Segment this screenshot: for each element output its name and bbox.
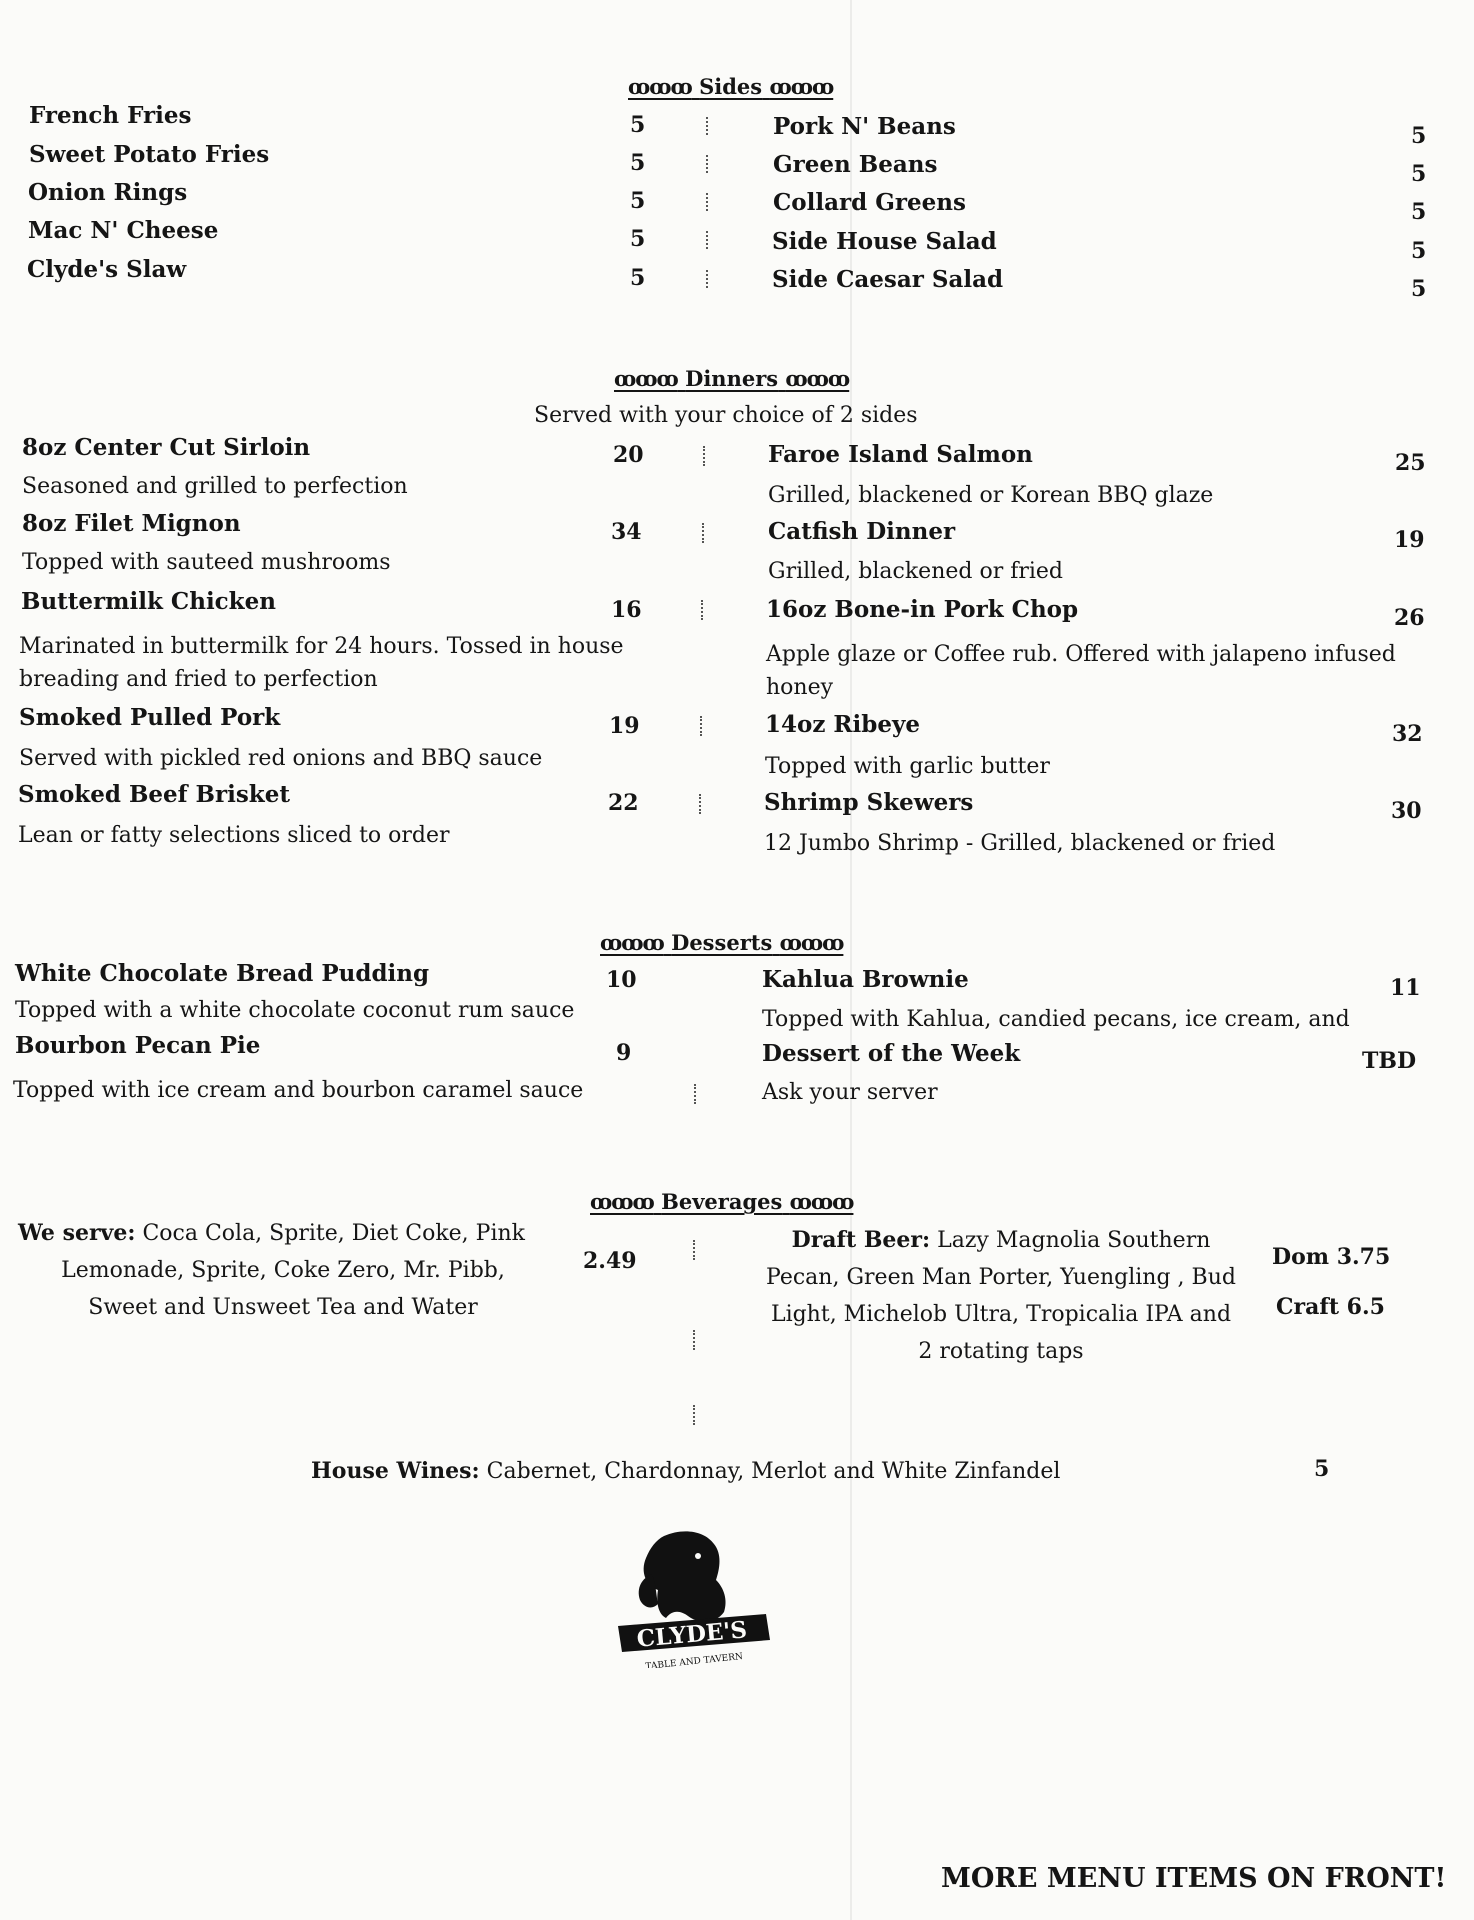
dotted-separator xyxy=(699,794,705,814)
draft-beer-line: Pecan, Green Man Porter, Yuengling , Bud xyxy=(766,1265,1236,1290)
dessert-item-name: White Chocolate Bread Pudding xyxy=(15,960,430,987)
dinner-item-price: 20 xyxy=(613,442,644,468)
svg-text:CLYDE'S: CLYDE'S xyxy=(635,1616,749,1653)
dessert-item-name: Kahlua Brownie xyxy=(762,966,969,993)
soft-drinks-label: We serve: xyxy=(18,1220,136,1246)
draft-beer-label: Draft Beer: xyxy=(791,1227,931,1253)
dinner-item-desc: Grilled, blackened or fried xyxy=(768,559,1064,584)
dinner-item-desc: Served with pickled red onions and BBQ sauce xyxy=(19,746,543,771)
house-wines-price: 5 xyxy=(1314,1456,1330,1482)
house-wines xyxy=(311,1453,1060,1490)
side-item-price: 5 xyxy=(630,265,646,291)
dinners-heading: ꝏꝏꝏ Dinners ꝏꝏꝏ xyxy=(614,366,850,391)
dotted-separator xyxy=(701,600,707,620)
draft-beer-list xyxy=(756,1222,1246,1370)
dinners-subtitle: Served with your choice of 2 sides xyxy=(534,403,918,428)
dinner-item-desc: Topped with garlic butter xyxy=(765,754,1050,779)
soft-drinks-list xyxy=(18,1215,548,1326)
side-item-price: 5 xyxy=(1411,123,1427,149)
dinner-item-name: Catfish Dinner xyxy=(768,518,956,545)
dotted-separator xyxy=(700,716,706,736)
dessert-item-price: 11 xyxy=(1390,975,1421,1001)
dinner-item-price: 25 xyxy=(1395,450,1426,476)
dessert-item-price: 10 xyxy=(606,967,637,993)
dessert-item-price: TBD xyxy=(1362,1048,1417,1074)
dessert-item-desc: Topped with Kahlua, candied pecans, ice cream, and xyxy=(762,1007,1350,1032)
dinner-item-price: 26 xyxy=(1394,605,1425,631)
dotted-separator xyxy=(706,193,712,211)
dessert-item-name: Bourbon Pecan Pie xyxy=(15,1032,261,1059)
side-item-name: Clyde's Slaw xyxy=(27,256,187,283)
side-item-name: Pork N' Beans xyxy=(773,113,956,140)
dessert-item-name: Dessert of the Week xyxy=(762,1040,1021,1067)
dotted-separator xyxy=(703,446,709,466)
side-item-name: Mac N' Cheese xyxy=(28,217,219,244)
soft-drinks-line: Lemonade, Sprite, Coke Zero, Mr. Pibb, xyxy=(61,1258,505,1283)
dinner-item-desc: Marinated in buttermilk for 24 hours. Tossed in house breading and fried to perfection xyxy=(19,634,624,692)
dotted-separator xyxy=(706,231,712,249)
side-item-price: 5 xyxy=(1411,238,1427,264)
dinner-item-name: 8oz Center Cut Sirloin xyxy=(22,434,311,461)
dotted-separator xyxy=(702,523,708,543)
dinner-item-name: Shrimp Skewers xyxy=(764,789,974,816)
soft-drinks-line: Sweet and Unsweet Tea and Water xyxy=(88,1295,478,1320)
dinner-item-price: 34 xyxy=(611,519,642,545)
dotted-separator xyxy=(693,1405,699,1425)
house-wines-text: Cabernet, Chardonnay, Merlot and White Zinfandel xyxy=(479,1459,1061,1484)
dinner-item-name: Smoked Pulled Pork xyxy=(19,704,281,731)
dinner-item-name: Smoked Beef Brisket xyxy=(18,781,290,808)
desserts-heading: ꝏꝏꝏ Desserts ꝏꝏꝏ xyxy=(600,930,844,955)
dog-silhouette-icon xyxy=(612,1528,772,1668)
dinner-item-price: 19 xyxy=(1394,527,1425,553)
dinner-item-desc: Apple glaze or Coffee rub. Offered with jalapeno infused honey xyxy=(766,642,1396,700)
footer-note: MORE MENU ITEMS ON FRONT! xyxy=(941,1863,1447,1894)
sides-heading: ꝏꝏꝏ Sides ꝏꝏꝏ xyxy=(628,74,834,99)
draft-beer-line: Lazy Magnolia Southern xyxy=(930,1228,1211,1253)
draft-beer-price-craft: Craft 6.5 xyxy=(1276,1294,1385,1320)
side-item-name: Side Caesar Salad xyxy=(772,266,1004,293)
house-wines-label: House Wines: xyxy=(311,1458,480,1484)
dotted-separator xyxy=(693,1240,699,1260)
side-item-name: Sweet Potato Fries xyxy=(29,141,270,168)
dotted-separator xyxy=(706,117,712,135)
dotted-separator xyxy=(706,270,712,288)
side-item-name: Collard Greens xyxy=(773,189,966,216)
svg-text:TABLE AND TAVERN: TABLE AND TAVERN xyxy=(645,1651,744,1668)
side-item-price: 5 xyxy=(630,226,646,252)
dotted-separator xyxy=(706,155,712,173)
draft-beer-line: 2 rotating taps xyxy=(918,1339,1084,1364)
dessert-item-desc: Ask your server xyxy=(762,1080,938,1105)
side-item-name: Green Beans xyxy=(773,151,938,178)
dotted-separator xyxy=(694,1084,700,1104)
dessert-item-desc: Topped with ice cream and bourbon caramel sauce xyxy=(13,1078,584,1103)
dinner-item-price: 32 xyxy=(1392,721,1423,747)
dinner-item-price: 16 xyxy=(611,597,642,623)
dessert-item-desc: Topped with a white chocolate coconut rum sauce xyxy=(15,998,575,1023)
draft-beer-price-domestic: Dom 3.75 xyxy=(1272,1244,1391,1270)
side-item-name: Side House Salad xyxy=(772,228,997,255)
dessert-item-price: 9 xyxy=(616,1040,632,1066)
soft-drinks-price: 2.49 xyxy=(583,1248,637,1274)
dinner-item-desc: 12 Jumbo Shrimp - Grilled, blackened or fried xyxy=(764,831,1276,856)
side-item-price: 5 xyxy=(1411,161,1427,187)
clydes-logo xyxy=(612,1528,772,1668)
soft-drinks-line: Coca Cola, Sprite, Diet Coke, Pink xyxy=(135,1221,526,1246)
dinner-item-name: Faroe Island Salmon xyxy=(768,441,1033,468)
dinner-item-desc: Seasoned and grilled to perfection xyxy=(22,474,408,499)
side-item-price: 5 xyxy=(630,188,646,214)
dinner-item-desc: Grilled, blackened or Korean BBQ glaze xyxy=(768,483,1214,508)
dinner-item-price: 19 xyxy=(609,713,640,739)
dinner-item-desc: Lean or fatty selections sliced to order xyxy=(18,823,450,848)
dinner-item-name: 16oz Bone-in Pork Chop xyxy=(766,596,1079,623)
dotted-separator xyxy=(693,1330,699,1350)
dinner-item-name: 14oz Ribeye xyxy=(765,711,920,738)
side-item-name: Onion Rings xyxy=(28,179,188,206)
side-item-price: 5 xyxy=(1411,199,1427,225)
side-item-name: French Fries xyxy=(29,102,192,129)
dinner-item-desc: Topped with sauteed mushrooms xyxy=(22,550,391,575)
side-item-price: 5 xyxy=(630,150,646,176)
dinner-item-price: 30 xyxy=(1391,798,1422,824)
side-item-price: 5 xyxy=(630,112,646,138)
dinner-item-name: 8oz Filet Mignon xyxy=(22,510,241,537)
beverages-heading: ꝏꝏꝏ Beverages ꝏꝏꝏ xyxy=(590,1189,854,1214)
draft-beer-line: Light, Michelob Ultra, Tropicalia IPA and xyxy=(770,1302,1232,1327)
dinner-item-name: Buttermilk Chicken xyxy=(21,588,276,615)
side-item-price: 5 xyxy=(1411,276,1427,302)
dinner-item-price: 22 xyxy=(608,790,639,816)
